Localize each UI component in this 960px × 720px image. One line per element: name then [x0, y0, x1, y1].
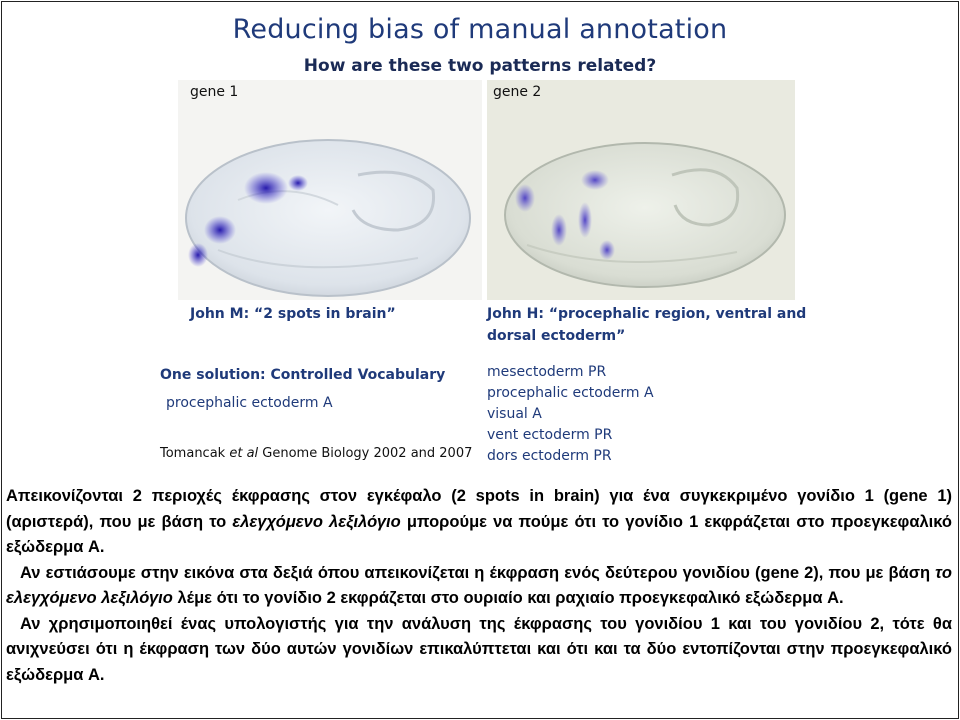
- expression-spot: [288, 175, 308, 191]
- caption-paragraph-2: [6, 561, 952, 612]
- embryo-gene-1-drawing: [178, 80, 482, 300]
- gene-2-label: gene 2: [493, 84, 542, 100]
- citation-rest: Genome Biology 2002 and 2007: [258, 446, 473, 461]
- vocabulary-term: dors ectoderm PR: [487, 448, 612, 464]
- expression-spot: [581, 170, 609, 190]
- john-h-annotation-line-1: John H: “procephalic region, ventral and: [487, 306, 807, 322]
- caption-text: [6, 484, 952, 688]
- slide-title: Reducing bias of manual annotation: [232, 14, 728, 45]
- caption-paragraph-3: Αν χρησιμοποιηθεί ένας υπολογιστής για την ανάλυση της έκφρασης του γονιδίου 1 και του γονιδίου 2, τότε θα ανιχνεύσει ότι η έκφραση των δύο αυτών γονιδίων επικαλύπτεται και ότι και τα δύο εντοπίζονται στην προεγκεφαλικό εξώδερμα A.: [6, 614, 952, 684]
- embryo-gene-2-drawing: [487, 80, 795, 300]
- gene-1-label: gene 1: [190, 84, 239, 100]
- expression-spot: [515, 184, 535, 212]
- solution-heading: One solution: Controlled Vocabulary: [160, 367, 446, 383]
- caption-p2-text-b: λέμε ότι το γονίδιο 2 εκφράζεται στο ουριαίο και ραχιαίο προεγκεφαλικό εξώδερμα A.: [172, 589, 844, 607]
- embryo-image-gene-2: [487, 80, 795, 300]
- vocabulary-term-list: [487, 362, 654, 467]
- expression-spot: [204, 216, 236, 244]
- vocabulary-term: visual A: [487, 406, 542, 422]
- john-m-annotation: John M: “2 spots in brain”: [190, 306, 396, 322]
- caption-p1-text-b: μπορούμε να πούμε ότι το γονίδιο 1 εκφράζεται στο προεγκεφαλικό εξώδερμα A.: [6, 512, 952, 556]
- caption-p2-emphasis: το ελεγχόμενο λεξιλόγιο: [6, 563, 952, 607]
- solution-term: procephalic ectoderm A: [166, 395, 333, 411]
- slide-subtitle: How are these two patterns related?: [303, 56, 657, 76]
- caption-p2-text-a: Αν εστιάσουμε στην εικόνα στα δεξιά όπου απεικονίζεται η έκφραση ενός δεύτερου γονιδίου (gene 2), που με βάση: [20, 563, 936, 582]
- embryo-body: [505, 143, 785, 287]
- citation-author: Tomancak: [160, 446, 230, 461]
- expression-spot: [578, 202, 592, 238]
- embryo-image-gene-1: [178, 80, 482, 300]
- expression-spot: [244, 172, 288, 204]
- citation-etal: et al: [229, 446, 259, 461]
- expression-spot: [599, 240, 615, 260]
- caption-p1-emphasis: ελεγχόμενο λεξιλόγιο: [232, 512, 401, 531]
- expression-spot: [551, 214, 567, 246]
- vocabulary-term: mesectoderm PR: [487, 364, 607, 380]
- caption-paragraph-1: [6, 484, 952, 561]
- john-h-annotation-line-2: dorsal ectoderm”: [487, 328, 626, 344]
- vocabulary-term: vent ectoderm PR: [487, 427, 613, 443]
- vocabulary-term: procephalic ectoderm A: [487, 385, 654, 401]
- citation: [160, 443, 472, 464]
- expression-spot: [188, 243, 208, 267]
- caption-p1-text-a: Απεικονίζονται 2 περιοχές έκφρασης στον εγκέφαλο (2 spots in brain) για ένα συγκεκριμένο γονίδιο 1 (gene 1) (αριστερά), που με βάση το: [6, 487, 952, 531]
